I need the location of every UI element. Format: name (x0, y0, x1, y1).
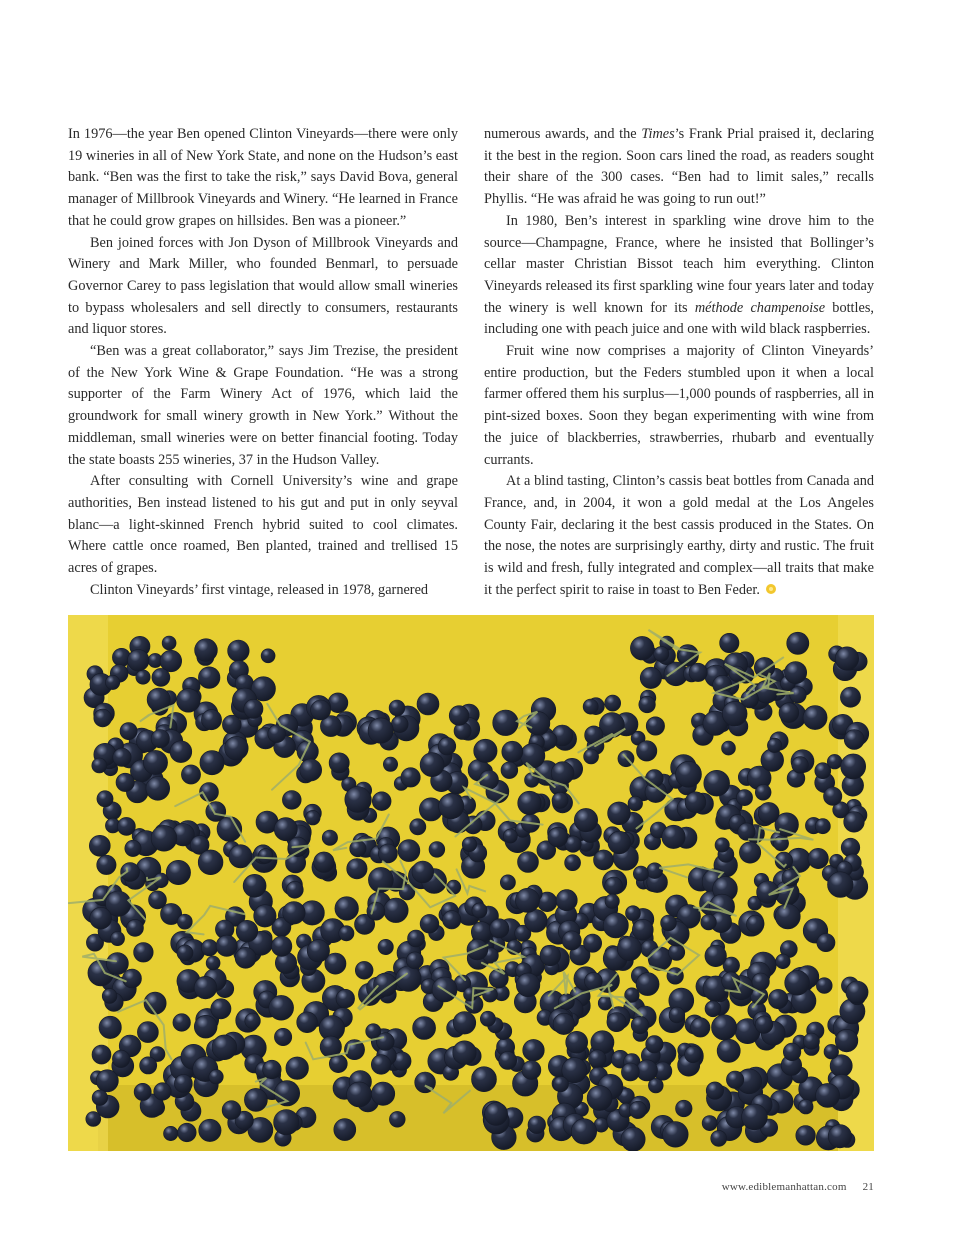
page-number: 21 (862, 1181, 874, 1193)
publication-name: Times (641, 126, 675, 142)
right-column (484, 124, 874, 601)
text-run: In 1980, Ben’s interest in sparkling wine drove him to the source—Champagne, France, where he insisted that Bollinger’s cellar master Christian Bissot teach him everything. Clinton Vineyards released its first sparkling wine four years later and today the winery is well known for its (484, 212, 874, 316)
article-body (68, 124, 874, 601)
grapes-in-crate-illustration (68, 615, 874, 1151)
footer-url: www.ediblemanhattan.com (721, 1181, 847, 1193)
paragraph: In 1976—the year Ben opened Clinton Vineyards—there were only 19 wineries in all of New York State, and none on the Hudson’s east bank. “Ben was the first to take the risk,” says David Bova, general manager of Millbrook Vineyards and Winery. “He learned in France that he could grow grapes on hillsides. Ben was a pioneer.” (68, 126, 458, 229)
end-mark-icon (766, 584, 776, 594)
italic-term: méthode champenoise (694, 299, 826, 316)
paragraph: Fruit wine now comprises a majority of Clinton Vineyards’ entire production, but the Feders stumbled upon it when a local farmer offered them his surplus—1,000 pounds of raspberries, all in pint-sized boxes. Soon they began experimenting with wine from the juice of blackberries, strawberries, rhubarb and eventually currants. (484, 343, 874, 468)
text-run: numerous awards, and the (484, 126, 642, 142)
paragraph: Ben joined forces with Jon Dyson of Millbrook Vineyards and Winery and Mark Miller, who founded Benmarl, to persuade Governor Carey to pass legislation that would allow small wineries to bypass wholesalers and sell directly to consumers, restaurants and liquor stores. (68, 234, 458, 338)
text-run: At a blind tasting, Clinton’s cassis beat bottles from Canada and France, and, in 2004, it won a gold medal at the Los Angeles County Fair, declaring it the best cassis produced in the States. On the nose, the notes are surprisingly earthy, dirty and rustic. The fruit is wild and fresh, fully integrated and complex—all traits that make it the perfect spirit to raise in toast to Ben Feder. (484, 473, 874, 598)
text-run: bottles, including one with peach juice and one with wild black raspberries. (484, 299, 874, 338)
grapes-photo (68, 615, 874, 1151)
text-run: ’s Frank Prial praised it, declaring it the best in the region. Soon cars lined the road, as readers sought their share of the 300 cases. “Ben had to limit sales,” recalls Phyllis. “He was afraid he was going to run out!” (484, 126, 874, 208)
page-footer (722, 1181, 874, 1193)
paragraph: “Ben was a great collaborator,” says Jim Trezise, the president of the New York Wine & Grape Foundation. “He was a strong supporter of the Farm Winery Act of 1976, which laid the groundwork for small winery growth in New York.” Without the middleman, small wineries were on better financial footing. Today the state boasts 255 wineries, 37 in the Hudson Valley. (68, 343, 458, 468)
paragraph: Clinton Vineyards’ first vintage, released in 1978, garnered (90, 581, 429, 598)
paragraph (484, 211, 874, 341)
paragraph (484, 471, 874, 601)
paragraph (484, 124, 874, 211)
left-column (68, 124, 458, 601)
paragraph: After consulting with Cornell University’s wine and grape authorities, Ben instead listened to his gut and put in only seyval blanc—a light-skinned French hybrid suited to cool climates. Where cattle once roamed, Ben planted, trained and trellised 15 acres of grapes. (68, 473, 458, 577)
